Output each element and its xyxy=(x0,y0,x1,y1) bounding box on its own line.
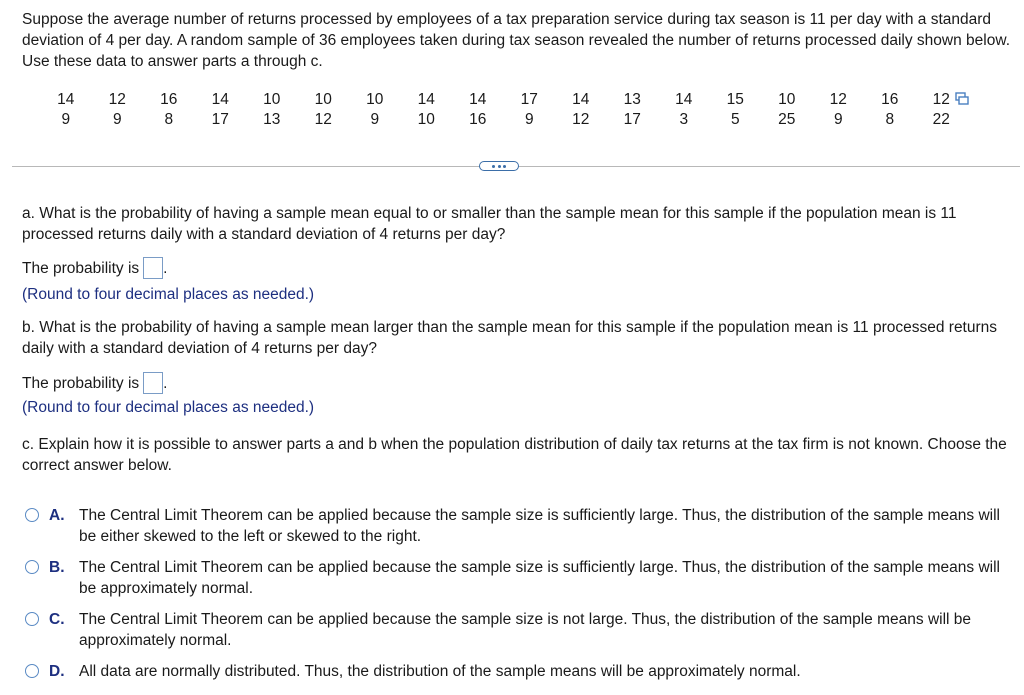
option-a-letter: A. xyxy=(49,507,65,524)
table-cell: 12 xyxy=(932,91,950,108)
table-cell: 10 xyxy=(417,111,435,128)
table-cell: 14 xyxy=(469,91,487,108)
table-row xyxy=(40,110,967,130)
option-d-text: All data are normally distributed. Thus, the distribution of the sample means will be approximately normal. xyxy=(79,663,801,680)
option-d-letter: D. xyxy=(49,663,65,680)
option-c-letter: C. xyxy=(49,611,65,628)
table-cell: 12 xyxy=(108,91,126,108)
problem-intro: Suppose the average number of returns processed by employees of a tax preparation service during tax season is 11 per day with a standard deviation of 4 per day. A random sample of 36 employees taken during tax season revealed the number of returns processed daily shown below. Use these data to answer parts a through c. xyxy=(22,11,1010,70)
table-cell: 14 xyxy=(211,91,229,108)
radio-option-b[interactable] xyxy=(25,560,39,574)
table-cell: 25 xyxy=(778,111,796,128)
option-a-text: The Central Limit Theorem can be applied because the sample size is sufficiently large. Thus, the distribution of the sample means will be either skewed to the left or skewed to the right. xyxy=(79,507,1001,545)
table-row xyxy=(40,90,967,110)
table-cell: 9 xyxy=(61,111,71,128)
table-cell: 14 xyxy=(417,91,435,108)
table-cell: 9 xyxy=(524,111,534,128)
table-cell: 15 xyxy=(726,91,744,108)
table-cell: 14 xyxy=(572,91,590,108)
part-a-answer-suffix: . xyxy=(163,259,168,277)
part-a-question: a. What is the probability of having a sample mean equal to or smaller than the sample mean for this sample if the population mean is 11 processed returns daily with a standard deviation of 4 returns per day? xyxy=(22,205,957,243)
table-cell: 8 xyxy=(885,111,895,128)
table-cell: 9 xyxy=(370,111,380,128)
option-b-text: The Central Limit Theorem can be applied because the sample size is sufficiently large. Thus, the distribution of the sample means will be approximately normal. xyxy=(79,559,1001,597)
part-b-hint: (Round to four decimal places as needed.) xyxy=(22,399,315,416)
radio-option-d[interactable] xyxy=(25,664,39,678)
radio-option-c[interactable] xyxy=(25,612,39,626)
table-cell: 10 xyxy=(778,91,796,108)
table-cell: 16 xyxy=(881,91,899,108)
part-a-answer-line xyxy=(22,257,167,279)
table-cell: 12 xyxy=(829,91,847,108)
option-b[interactable] xyxy=(25,557,1000,599)
table-cell: 17 xyxy=(623,111,641,128)
table-cell: 3 xyxy=(679,111,689,128)
option-b-letter: B. xyxy=(49,559,65,576)
table-cell: 13 xyxy=(623,91,641,108)
table-cell: 5 xyxy=(730,111,740,128)
copy-icon[interactable] xyxy=(955,92,969,106)
table-cell: 8 xyxy=(164,111,174,128)
table-cell: 9 xyxy=(833,111,843,128)
part-b-answer-line xyxy=(22,372,167,394)
table-cell: 17 xyxy=(211,111,229,128)
part-a-answer-input[interactable] xyxy=(143,257,163,279)
returns-data-table xyxy=(40,90,967,130)
option-c-text: The Central Limit Theorem can be applied because the sample size is not large. Thus, the distribution of the sample means will be approximately normal. xyxy=(79,611,972,649)
table-cell: 12 xyxy=(314,111,332,128)
table-cell: 16 xyxy=(469,111,487,128)
part-a-answer-label: The probability is xyxy=(22,259,140,277)
table-cell: 22 xyxy=(932,111,950,128)
part-c-question: c. Explain how it is possible to answer parts a and b when the population distribution of daily tax returns at the tax firm is not known. Choose the correct answer below. xyxy=(22,436,1007,474)
option-d[interactable] xyxy=(25,661,1000,682)
table-cell: 10 xyxy=(263,91,281,108)
table-cell: 16 xyxy=(160,91,178,108)
option-c[interactable] xyxy=(25,609,1000,651)
table-cell: 10 xyxy=(366,91,384,108)
table-cell: 9 xyxy=(112,111,122,128)
table-cell: 13 xyxy=(263,111,281,128)
table-cell: 14 xyxy=(675,91,693,108)
part-b-answer-suffix: . xyxy=(163,374,168,392)
table-cell: 12 xyxy=(572,111,590,128)
part-b-answer-label: The probability is xyxy=(22,374,140,392)
part-b-question: b. What is the probability of having a sample mean larger than the sample mean for this sample if the population mean is 11 processed returns daily with a standard deviation of 4 returns per day? xyxy=(22,319,998,357)
radio-option-a[interactable] xyxy=(25,508,39,522)
table-cell: 10 xyxy=(314,91,332,108)
option-a[interactable] xyxy=(25,505,1000,547)
more-options-icon[interactable] xyxy=(479,161,519,171)
table-cell: 14 xyxy=(57,91,75,108)
part-b-answer-input[interactable] xyxy=(143,372,163,394)
table-cell: 17 xyxy=(520,91,538,108)
part-a-hint: (Round to four decimal places as needed.) xyxy=(22,286,315,303)
